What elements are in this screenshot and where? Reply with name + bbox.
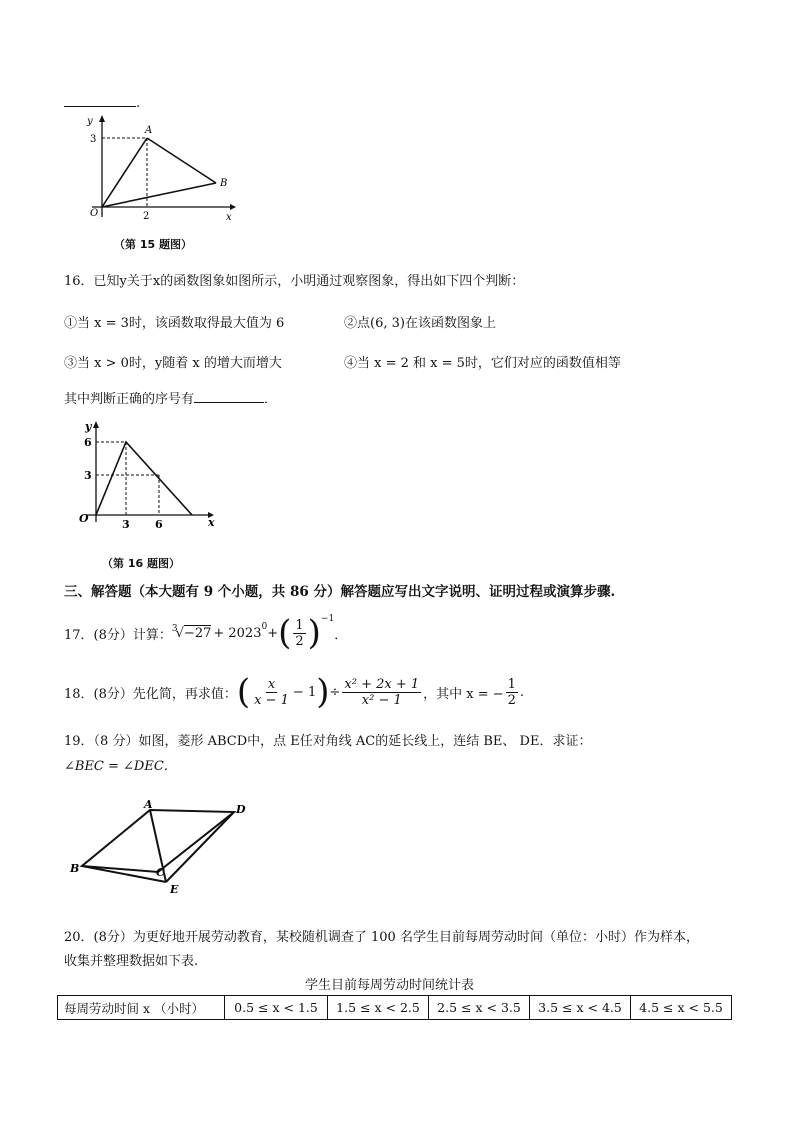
table-header-cell: 4.5 ≤ x < 5.5 (631, 996, 732, 1020)
fig16-label-x: x (208, 516, 215, 529)
fig19-label-a: A (144, 798, 153, 811)
table-header-cell: 3.5 ≤ x < 4.5 (530, 996, 631, 1020)
figure-19-rhombus (66, 796, 266, 906)
fig15-y-arrow (99, 115, 105, 122)
figure-16 (74, 414, 234, 534)
figure-15-caption: （第 15 题图） (114, 238, 192, 251)
fig16-label-3x: 3 (122, 518, 130, 531)
fig16-graph (96, 442, 192, 515)
q18-lparen: ( (236, 672, 251, 712)
q18-value-fraction (506, 677, 518, 708)
q17-radical-sign: √ (175, 625, 184, 641)
q18-v-den: 2 (507, 692, 516, 708)
q17-prefix: 17．(8分）计算： (64, 627, 172, 643)
rhombus-abcd (82, 810, 234, 872)
q17-exp-0: 0 (261, 622, 268, 632)
top-answer-blank (64, 92, 140, 111)
fig15-label-y: y (87, 116, 93, 127)
q16-statement-3: ③当 x > 0时，y随着 x 的增大而增大 (64, 356, 282, 371)
fig16-label-y: y (85, 420, 92, 433)
q17-frac-num: 1 (295, 617, 304, 633)
fig15-label-o: O (90, 208, 99, 219)
fig16-y-arrow (93, 421, 99, 428)
q17-exp-neg1: −1 (320, 614, 335, 624)
q18-where: ，其中 x = − (423, 686, 504, 702)
fig19-label-c: C (156, 866, 165, 879)
fig15-x-arrow (230, 204, 236, 210)
q18-end: . (519, 684, 525, 700)
fig19-label-d: D (236, 803, 246, 816)
q16-statement-1: ①当 x = 3时，该函数取得最大值为 6 (64, 316, 285, 331)
q17-frac-den: 2 (295, 633, 304, 649)
q20-line-2: 收集并整理数据如下表. (64, 954, 199, 969)
fig15-label-3: 3 (90, 134, 97, 145)
section-3-heading: 三、解答题（本大题有 9 个小题，共 86 分）解答题应写出文字说明、证明过程或演算步骤. (64, 584, 616, 600)
fig15-label-x: x (226, 212, 232, 223)
q18-f1-den: x − 1 (254, 692, 289, 708)
q17-lparen: ( (278, 613, 292, 653)
fig16-label-o: O (79, 512, 89, 525)
fig19-label-b: B (70, 862, 80, 875)
q18-f1-num: x (267, 676, 276, 692)
q16-statement-4: ④当 x = 2 和 x = 5时，它们对应的函数值相等 (344, 356, 621, 371)
q16-ask-text: 其中判断正确的序号有 (64, 392, 195, 407)
q18-fraction-1 (252, 677, 291, 708)
q17-plus-2: + (267, 625, 279, 641)
table-header-cell: 2.5 ≤ x < 3.5 (429, 996, 530, 1020)
q18-line (64, 670, 524, 714)
q20-table-title: 学生目前每周劳动时间统计表 (305, 978, 475, 993)
q17-radicand: −27 (183, 626, 212, 641)
fig16-label-3y: 3 (84, 469, 92, 482)
fig16-label-6x: 6 (155, 518, 163, 531)
q19-line-1: 19．（8 分）如图，菱形 ABCD中，点 E任对角线 AC的延长线上，连结 BE、 DE．求证： (64, 734, 592, 749)
q18-rparen: ) (316, 672, 330, 712)
q18-fraction-2 (342, 677, 421, 708)
q18-divide: ÷ (329, 684, 341, 700)
table-header-cell: 1.5 ≤ x < 2.5 (328, 996, 429, 1020)
q16-ask-end: ． (264, 392, 278, 407)
figure-15 (70, 110, 250, 250)
table-row (58, 996, 732, 1020)
fig15-oa (102, 138, 147, 207)
fig16-label-6y: 6 (84, 436, 92, 449)
table-header-cell: 每周劳动时间 x （小时） (58, 996, 225, 1020)
blank-period: . (136, 96, 141, 111)
fig15-label-a: A (145, 125, 153, 136)
q17-end: ． (334, 627, 348, 643)
q17-root-index: 3 (171, 624, 178, 634)
fig15-ob (102, 183, 216, 207)
q16-ask (64, 388, 277, 407)
fig19-label-e: E (170, 883, 179, 896)
q20-line-1: 20．(8分）为更好地开展劳动教育，某校随机调查了 100 名学生目前每周劳动时间（单位：小时）作为样本， (64, 930, 699, 945)
q16-statement-2: ②点(6, 3)在该函数图象上 (344, 316, 496, 331)
figure-16-caption: （第 16 题图） (102, 557, 180, 570)
q18-prefix: 18．(8分）先化简，再求值： (64, 686, 237, 702)
q17-line (64, 612, 347, 654)
q19-line-2: ∠BEC = ∠DEC． (64, 759, 177, 774)
q18-v-num: 1 (507, 676, 516, 692)
q18-f2-num: x² + 2x + 1 (344, 676, 420, 692)
q17-rparen: ) (307, 613, 321, 653)
q17-plus-2023: + 2023 (213, 625, 262, 641)
segment-de (166, 812, 234, 882)
labor-time-table (57, 995, 732, 1020)
fig15-ab (147, 138, 216, 183)
q18-f2-den: x² − 1 (361, 692, 402, 708)
table-header-cell: 0.5 ≤ x < 1.5 (225, 996, 328, 1020)
q16-answer-blank (194, 390, 264, 403)
fig15-label-2: 2 (143, 211, 150, 222)
q16-stem: 16．已知y关于x的函数图象如图所示，小明通过观察图象，得出如下四个判断： (64, 274, 525, 289)
q17-fraction (293, 618, 305, 649)
q18-minus-1: − 1 (292, 684, 317, 700)
blank-line (64, 92, 136, 107)
fig15-label-b: B (220, 178, 228, 189)
